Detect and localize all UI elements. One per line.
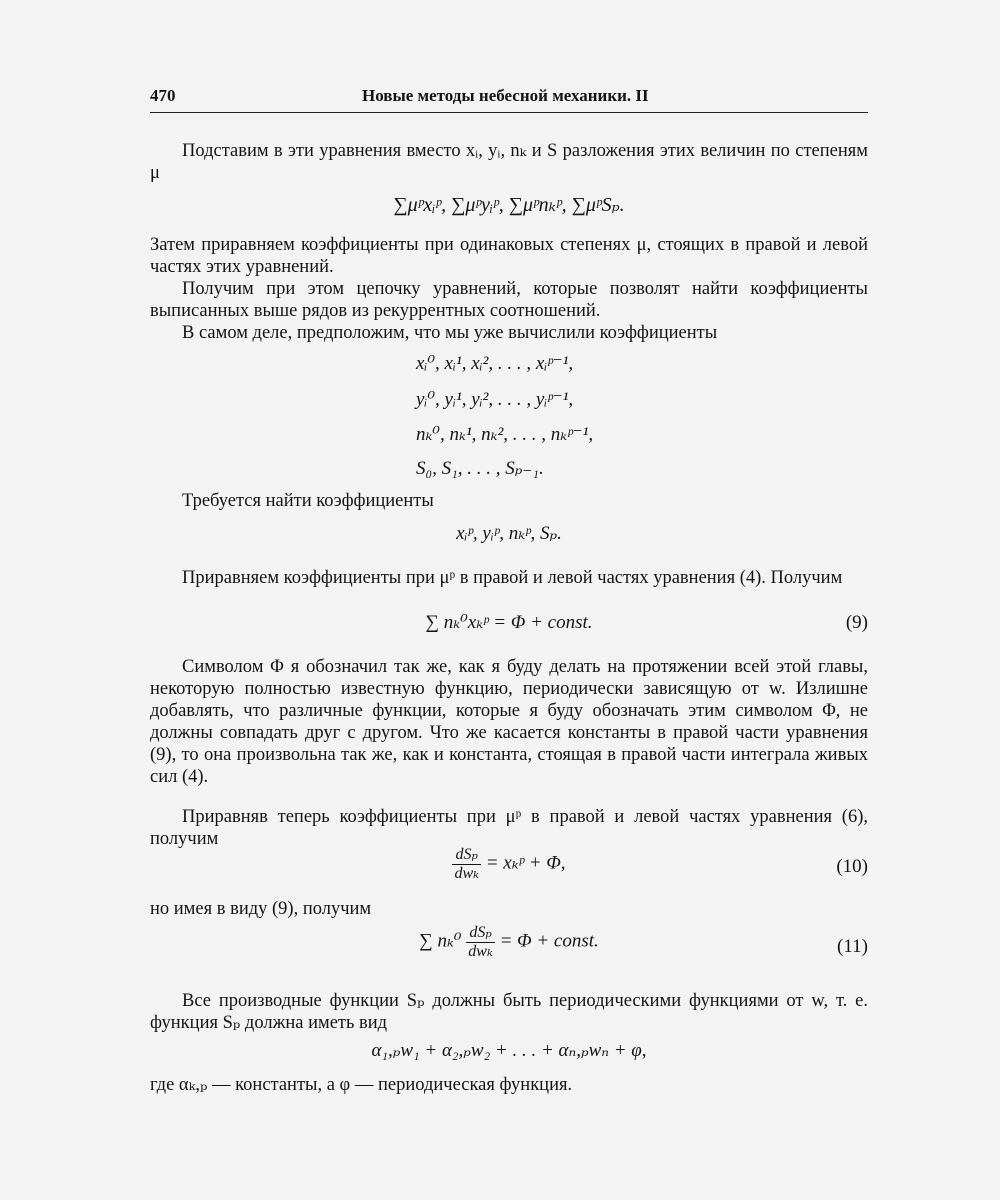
fraction-eq10 [452, 846, 481, 882]
paragraph-chain: Получим при этом цепочку уравнений, которые позволят найти коэффициенты выписанных выше рядов из рекуррентных соотношений. [150, 279, 868, 321]
formula-coef-x: xᵢ⁰, xᵢ¹, xᵢ², . . . , xᵢᵖ⁻¹, [416, 353, 574, 374]
formula-eq9: ∑ nₖ⁰xₖᵖ = Φ + const. [425, 612, 593, 633]
formula-eq10 [150, 846, 868, 882]
paragraph-required: Требуется найти коэффициенты [182, 491, 434, 511]
running-title: Новые методы небесной механики. II [362, 86, 649, 105]
eq10-rhs: = xₖᵖ + Φ, [485, 852, 566, 874]
numerator: dSₚ [466, 924, 495, 943]
paragraph-symbol-phi: Символом Φ я обозначил так же, как я буду делать на протяжении всей этой главы, некоторую полностью известную функцию, периодически зависящую от w. Излишне добавлять, что различные функции, которые я буду обозначать этим символом Φ, не должны совпадать друг с другом. Что же касается константы в правой части уравнения (9), то она произвольна так же, как и константа, стоящая в правой части интеграла живых сил (4). [150, 657, 868, 787]
denominator: dwₖ [468, 942, 493, 960]
equation-number-11: (11) [837, 936, 868, 957]
paragraph-suppose: В самом деле, предположим, что мы уже вычислили коэффициенты [182, 323, 718, 343]
formula-eq11 [150, 924, 868, 960]
formula-coef-y: yᵢ⁰, yᵢ¹, yᵢ², . . . , yᵢᵖ⁻¹, [416, 389, 574, 410]
paragraph-equate: Затем приравняем коэффициенты при одинаковых степенях μ, стоящих в правой и левой частях этих уравнений. [150, 235, 868, 277]
paragraph-substitution: Подставим в эти уравнения вместо xᵢ, yᵢ, nₖ и S разложения этих величин по степеням μ [150, 141, 868, 183]
formula-coef-n: nₖ⁰, nₖ¹, nₖ², . . . , nₖᵖ⁻¹, [416, 424, 594, 445]
running-header [150, 86, 868, 113]
eq11-rhs: = Φ + const. [499, 930, 599, 952]
paragraph-constants: где αₖ,ₚ — константы, а φ — периодическая функция. [150, 1075, 573, 1095]
denominator: dwₖ [454, 864, 479, 882]
page-number: 470 [150, 86, 176, 105]
formula-series: ∑μᵖxᵢᵖ, ∑μᵖyᵢᵖ, ∑μᵖnₖᵖ, ∑μᵖSₚ. [393, 194, 625, 216]
formula-coef-s: S₀, S₁, . . . , Sₚ₋₁. [416, 458, 544, 479]
paragraph-having-in-mind: но имея в виду (9), получим [150, 899, 372, 919]
fraction-eq11 [466, 924, 495, 960]
paragraph-periodic: Все производные функции Sₚ должны быть периодическими функциями от w, т. е. функция Sₚ должна иметь вид [150, 991, 868, 1033]
formula-required: xᵢᵖ, yᵢᵖ, nₖᵖ, Sₚ. [456, 523, 562, 544]
numerator: dSₚ [452, 846, 481, 865]
paragraph-equate-mu: Приравняем коэффициенты при μᵖ в правой и левой частях уравнения (4). Получим [182, 568, 843, 588]
equation-number-10: (10) [836, 856, 868, 877]
equation-number-9: (9) [845, 612, 868, 633]
eq11-lhs: ∑ nₖ⁰ [419, 930, 462, 952]
paragraph-equate-again: Приравняв теперь коэффициенты при μᵖ в правой и левой частях уравнения (6), получим [150, 807, 868, 849]
formula-linear-form: α₁,ₚw₁ + α₂,ₚw₂ + . . . + αₙ,ₚwₙ + φ, [371, 1040, 647, 1061]
